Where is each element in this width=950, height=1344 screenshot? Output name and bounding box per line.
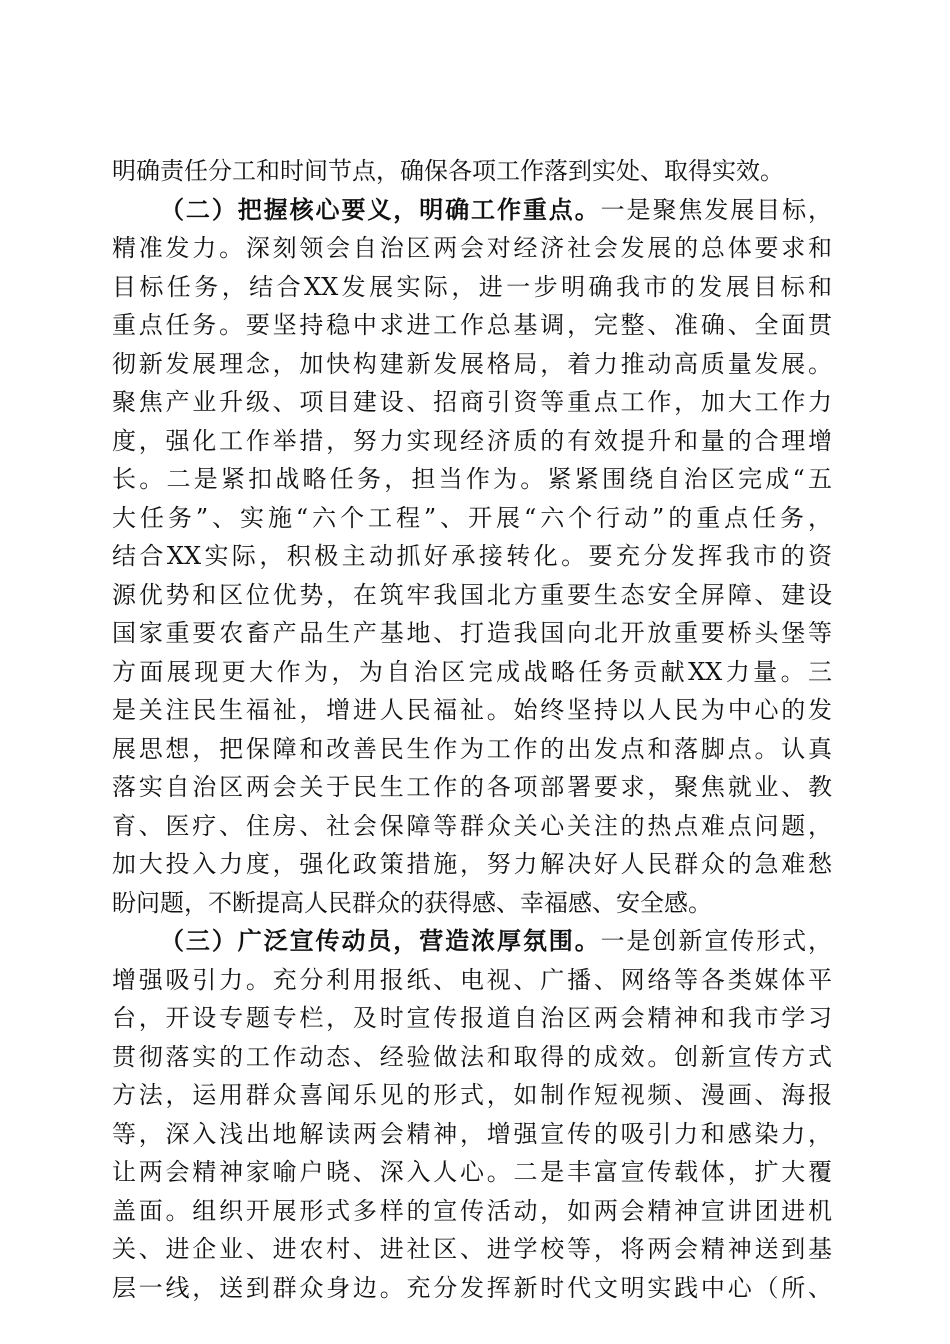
text-run: 一是创新宣传形式， <box>600 927 832 955</box>
text-line: 加大投入力度，强化政策措施，努力解决好人民群众的急难愁 <box>112 850 832 878</box>
text-line: 明确责任分工和时间节点，确保各项工作落到实处、取得实效。 <box>112 157 784 185</box>
paragraph-2 <box>112 191 832 923</box>
text-line: 台，开设专题专栏，及时宣传报道自治区两会精神和我市学习 <box>112 1004 832 1032</box>
text-line: 方法，运用群众喜闻乐见的形式，如制作短视频、漫画、海报 <box>112 1081 832 1109</box>
text-line: 方面展现更大作为，为自治区完成战略任务贡献XX力量。三 <box>112 657 832 686</box>
paragraph-3 <box>112 922 832 1307</box>
text-line: 层一线，送到群众身边。充分发挥新时代文明实践中心（所、 <box>112 1273 832 1302</box>
text-line: 盖面。组织开展形式多样的宣传活动，如两会精神宣讲团进机 <box>112 1196 832 1225</box>
text-line: 目标任务，结合XX发展实际，进一步明确我市的发展目标和 <box>112 272 832 301</box>
text-line: 增强吸引力。充分利用报纸、电视、广播、网络等各类媒体平 <box>112 965 832 994</box>
text-line: 育、医疗、住房、社会保障等群众关心关注的热点难点问题， <box>112 811 832 840</box>
text-line: 度，强化工作举措，努力实现经济质的有效提升和量的合理增 <box>112 426 832 455</box>
text-line: 大任务”、实施“六个工程”、开展“六个行动”的重点任务， <box>112 503 832 532</box>
section-heading-2: （二）把握核心要义，明确工作重点。 <box>160 194 601 224</box>
text-line: 精准发力。深刻领会自治区两会对经济社会发展的总体要求和 <box>112 234 832 262</box>
text-line <box>112 922 832 961</box>
text-line <box>112 191 832 230</box>
text-line: 落实自治区两会关于民生工作的各项部署要求，聚焦就业、教 <box>112 773 832 801</box>
text-line: 彻新发展理念，加快构建新发展格局，着力推动高质量发展。 <box>112 349 832 378</box>
text-line: 重点任务。要坚持稳中求进工作总基调，完整、准确、全面贯 <box>112 311 832 339</box>
text-line: 关、进企业、进农村、进社区、进学校等，将两会精神送到基 <box>112 1235 832 1263</box>
text-line: 聚焦产业升级、项目建设、招商引资等重点工作，加大工作力 <box>112 388 832 416</box>
text-line: 是关注民生福祉，增进人民福祉。始终坚持以人民为中心的发 <box>112 696 832 724</box>
text-line: 等，深入浅出地解读两会精神，增强宣传的吸引力和感染力， <box>112 1119 832 1148</box>
text-line: 结合XX实际，积极主动抓好承接转化。要充分发挥我市的资 <box>112 542 832 570</box>
text-line: 源优势和区位优势，在筑牢我国北方重要生态安全屏障、建设 <box>112 580 832 609</box>
text-line: 国家重要农畜产品生产基地、打造我国向北开放重要桥头堡等 <box>112 619 832 647</box>
text-run: 一是聚焦发展目标， <box>600 195 832 224</box>
section-heading-3: （三）广泛宣传动员，营造浓厚氛围。 <box>160 926 601 955</box>
text-line: 贯彻落实的工作动态、经验做法和取得的成效。创新宣传方式 <box>112 1042 832 1071</box>
paragraph-1 <box>112 152 832 191</box>
document-body <box>112 152 832 1307</box>
text-line: 展思想，把保障和改善民生作为工作的出发点和落脚点。认真 <box>112 734 832 763</box>
text-line: 长。二是紧扣战略任务，担当作为。紧紧围绕自治区完成“五 <box>112 465 832 493</box>
text-line: 盼问题，不断提高人民群众的获得感、幸福感、安全感。 <box>112 888 712 917</box>
text-line: 让两会精神家喻户晓、深入人心。二是丰富宣传载体，扩大覆 <box>112 1158 832 1186</box>
